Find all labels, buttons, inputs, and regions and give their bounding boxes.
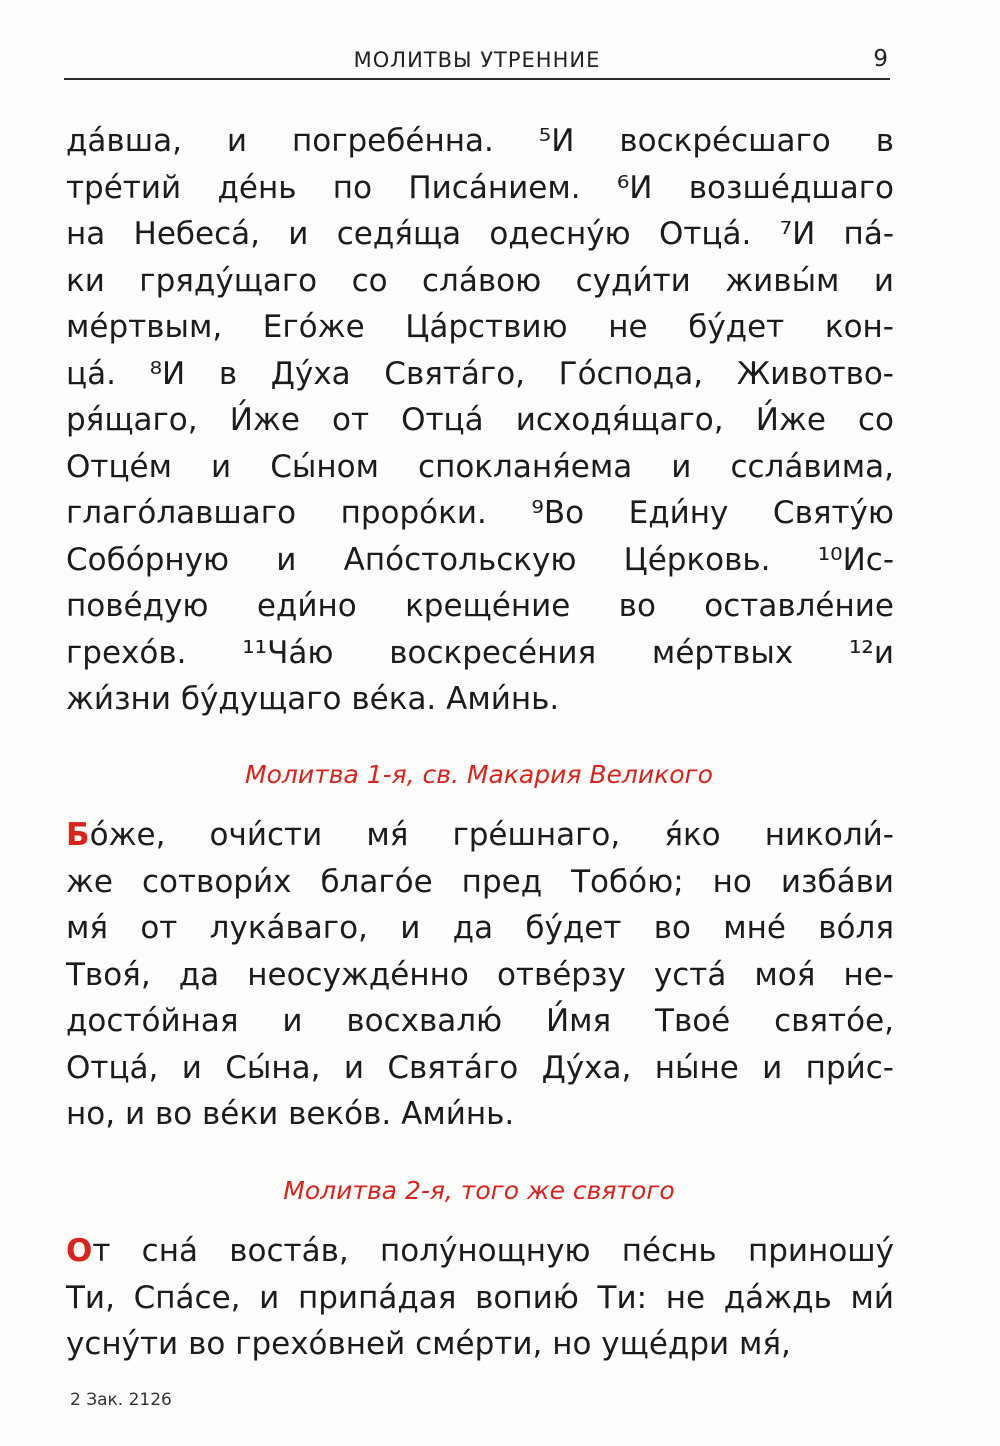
text-line: тре́тий де́нь по Писа́нием. ⁶И возше́дшаго bbox=[66, 169, 894, 206]
text-line: Ти, Спа́се, и припа́дая вопию́ Ти: не да́ждь ми́ bbox=[66, 1279, 894, 1316]
text-line: ца́. ⁸И в Ду́ха Свята́го, Го́спода, Животво- bbox=[66, 355, 894, 392]
prayer-2-text bbox=[66, 1228, 894, 1368]
text-line: ме́ртвым, Его́же Ца́рствию не бу́дет кон- bbox=[66, 309, 894, 345]
text-line: на Небеса́, и седя́ща одесну́ю Отца́. ⁷И па́- bbox=[66, 216, 894, 252]
text-line: же сотвори́х благо́е пред Тобо́ю; но изба́ви bbox=[66, 863, 894, 900]
text-line: глаго́лавшаго проро́ки. ⁹Во Еди́ну Святу́ю bbox=[66, 495, 894, 531]
printer-signature: 2 Зак. 2126 bbox=[70, 1390, 172, 1410]
text-line-content: т сна́ воста́в, полу́нощную пе́снь приношу́ bbox=[92, 1233, 894, 1269]
running-header bbox=[64, 44, 890, 80]
text-line: но, и во ве́ки веко́в. Ами́нь. bbox=[66, 1096, 515, 1132]
prayer-1-heading: Молитва 1-я, св. Макария Великого bbox=[245, 760, 713, 789]
text-line: мя́ от лука́ваго, и да бу́дет во мне́ во́ля bbox=[66, 910, 894, 946]
prayer-1-text bbox=[66, 812, 894, 1138]
drop-cap: Б bbox=[66, 817, 90, 853]
text-line: Собо́рную и Апо́стольскую Це́рковь. ¹⁰Ис- bbox=[66, 541, 894, 578]
drop-cap: О bbox=[66, 1233, 93, 1269]
text-line-content: о́же, очи́сти мя́ гре́шнаго, я́ко николи́- bbox=[89, 817, 894, 853]
creed-text bbox=[66, 118, 894, 723]
text-line: жи́зни бу́дущаго ве́ка. Ами́нь. bbox=[66, 681, 560, 717]
text-line bbox=[66, 812, 894, 859]
text-line: Отце́м и Сы́ном спокланя́ема и ссла́вима, bbox=[66, 448, 894, 485]
text-line: ря́щаго, И́же от Отца́ исходя́щаго, И́же со bbox=[66, 402, 894, 438]
text-line: Твоя́, да неосужде́нно отве́рзу уста́ моя́ не- bbox=[66, 956, 894, 993]
text-line: ки гряду́щаго со сла́вою суди́ти живы́м и bbox=[66, 262, 894, 299]
text-line: досто́йная и восхвалю́ И́мя Твое́ свято́е, bbox=[66, 1003, 894, 1039]
text-line: да́вша, и погребе́нна. ⁵И воскре́сшаго в bbox=[66, 123, 894, 159]
page-number: 9 bbox=[873, 46, 888, 72]
text-line: пове́дую еди́но креще́ние во оставле́ние bbox=[66, 588, 894, 624]
text-line bbox=[66, 1228, 894, 1275]
prayer-2-heading: Молитва 2-я, того же святого bbox=[283, 1176, 675, 1205]
text-line: грехо́в. ¹¹Ча́ю воскресе́ния ме́ртвых ¹²и bbox=[66, 634, 894, 671]
text-line: усну́ти во грехо́вней сме́рти, но уще́дри мя́, bbox=[66, 1326, 791, 1362]
header-title: МОЛИТВЫ УТРЕННИЕ bbox=[353, 48, 601, 72]
text-line: Отца́, и Сы́на, и Свята́го Ду́ха, ны́не и при́с- bbox=[66, 1049, 894, 1086]
